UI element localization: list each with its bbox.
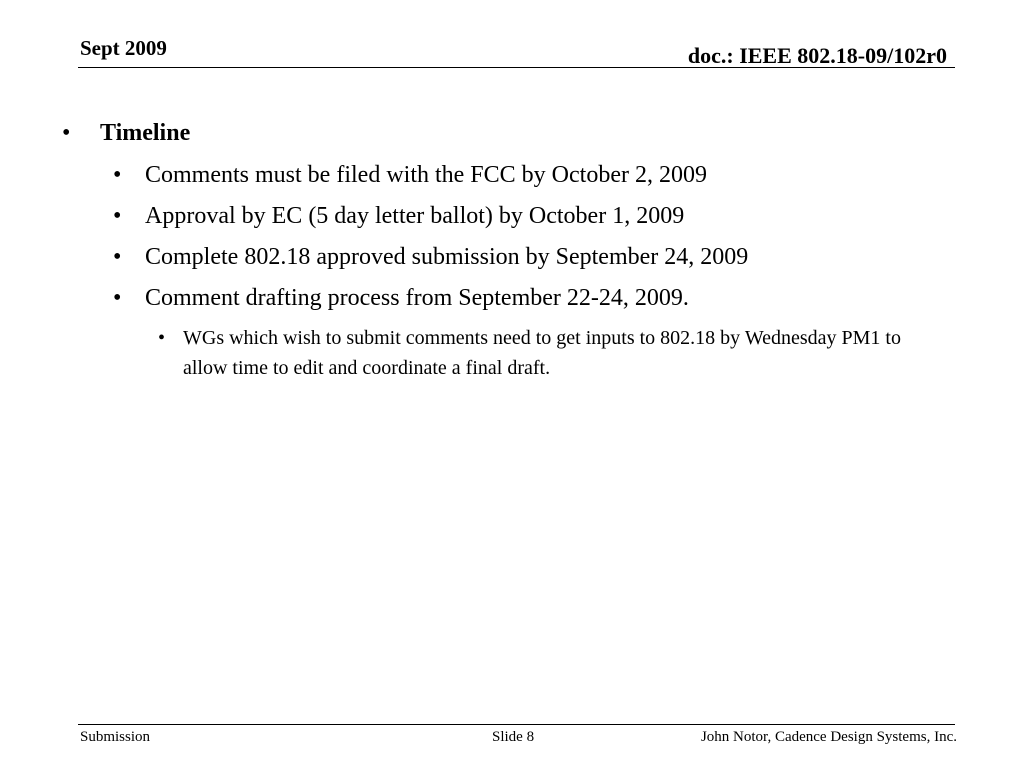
bullet-marker: • xyxy=(62,120,71,146)
bullet-text: Comments must be filed with the FCC by October 2, 2009 xyxy=(145,162,707,188)
bullet-marker: • xyxy=(113,162,122,188)
footer-slide-number: Slide 8 xyxy=(492,729,535,745)
bullet-text: Comment drafting process from September 22-24, 2009. xyxy=(145,285,689,311)
bullet-text: Complete 802.18 approved submission by September 24, 2009 xyxy=(145,244,749,270)
bullet-marker: • xyxy=(113,285,122,311)
footer-divider xyxy=(78,724,955,725)
bullet-marker: • xyxy=(113,203,122,229)
sub-bullet-text: WGs which wish to submit comments need to get inputs to 802.18 by Wednesday PM1 to allow time to edit and coordinate a final draft. xyxy=(183,327,901,379)
bullet-text: Approval by EC (5 day letter ballot) by October 1, 2009 xyxy=(145,203,685,229)
bullet-marker: • xyxy=(113,244,122,270)
bullet-marker: • xyxy=(158,327,166,349)
bullet-heading: Timeline xyxy=(100,120,191,146)
header-divider xyxy=(78,67,955,68)
footer-submission: Submission xyxy=(80,729,151,745)
header-doc-id: doc.: IEEE 802.18-09/102r0 xyxy=(687,43,947,68)
footer-author: John Notor, Cadence Design Systems, Inc. xyxy=(700,729,957,745)
header-date: Sept 2009 xyxy=(80,36,167,60)
